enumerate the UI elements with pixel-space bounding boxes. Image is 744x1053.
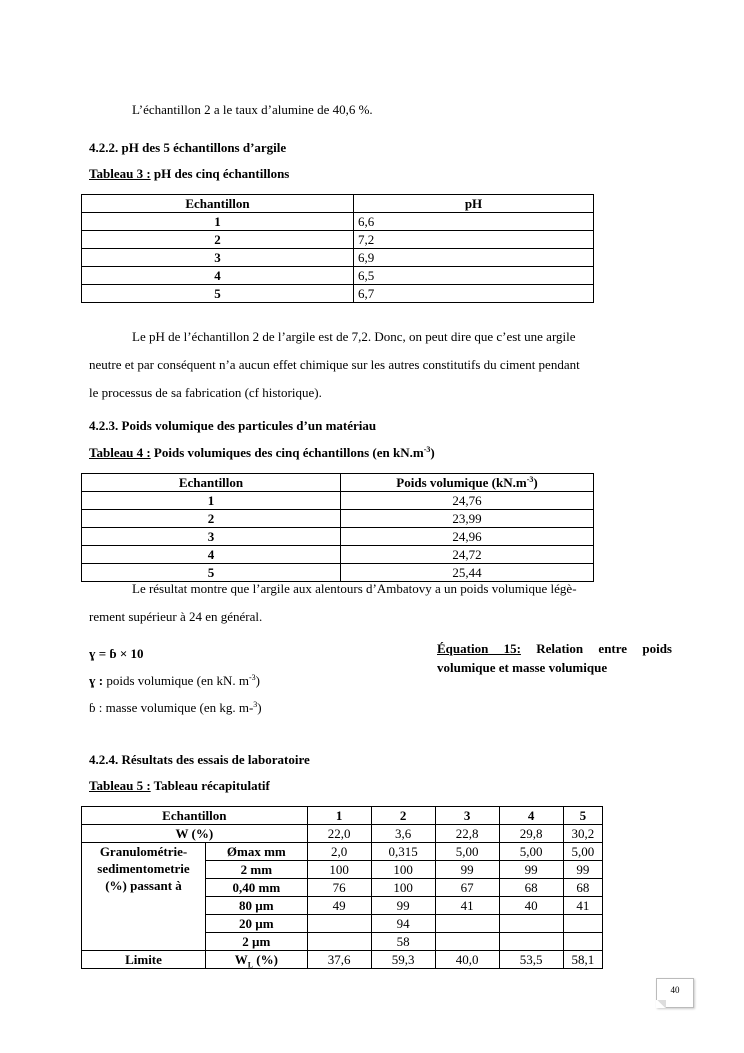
col-header: 2 [371, 807, 435, 825]
col-header: 4 [499, 807, 563, 825]
table-cell: 37,6 [307, 951, 371, 969]
row-label: Limite [82, 951, 206, 969]
table-row [82, 492, 594, 510]
col-header-end: ) [533, 475, 538, 490]
table-row [82, 213, 594, 231]
table-header-row [82, 807, 603, 825]
table-cell: 99 [563, 861, 602, 879]
table-cell: 94 [371, 915, 435, 933]
row-label: W (%) [82, 825, 308, 843]
col-header-exp: -3 [526, 475, 534, 484]
intro-sentence: L’échantillon 2 a le taux d’alumine de 40,6 %. [132, 102, 373, 117]
cell-sample: 3 [82, 249, 354, 267]
cell-sample: 2 [82, 510, 341, 528]
table-cell: 67 [435, 879, 499, 897]
table-row [82, 951, 603, 969]
ph-table [81, 194, 594, 303]
table-header-row [82, 195, 594, 213]
table-cell: 100 [307, 861, 371, 879]
table-cell: 49 [307, 897, 371, 915]
table-cell: 2,0 [307, 843, 371, 861]
table-cell: 41 [563, 897, 602, 915]
table3-caption [89, 166, 289, 182]
equation-caption-text: Relation entre poids volumique et masse volumique [437, 641, 672, 675]
definition-end: ) [257, 700, 262, 715]
table-cell [563, 933, 602, 951]
definition-rho [89, 700, 262, 716]
table-row [82, 231, 594, 249]
table-cell: 30,2 [563, 825, 602, 843]
definition-symbol: ɣ : [89, 673, 104, 688]
table-row [82, 528, 594, 546]
col-header-text: Poids volumique (kN.m [396, 475, 527, 490]
table-cell: 0,315 [371, 843, 435, 861]
table-cell: 41 [435, 897, 499, 915]
table-cell: 99 [435, 861, 499, 879]
cell-ph: 7,2 [354, 231, 594, 249]
equation-caption [437, 639, 672, 677]
row-label [206, 951, 308, 969]
definition-text: : masse volumique (en kg. m- [95, 700, 254, 715]
equation: ɣ = ɓ × 10 [89, 646, 144, 661]
table-cell: 5,00 [563, 843, 602, 861]
definition-text: poids volumique (en kN. m [103, 673, 249, 688]
table-cell: 100 [371, 861, 435, 879]
cell-density: 25,44 [341, 564, 594, 582]
density-paragraph [89, 575, 669, 631]
cell-sample: 4 [82, 267, 354, 285]
table5-caption [89, 778, 270, 794]
definition-gamma [89, 673, 260, 689]
row-label-w: W [234, 952, 248, 967]
row-label: 2 µm [206, 933, 308, 951]
table-cell: 99 [499, 861, 563, 879]
table-cell: 76 [307, 879, 371, 897]
paragraph-line: Le résultat montre que l’argile aux alentours d’Ambatovy a un poids volumique légè- [132, 581, 577, 596]
cell-sample: 5 [82, 285, 354, 303]
cell-ph: 6,9 [354, 249, 594, 267]
row-label: 0,40 mm [206, 879, 308, 897]
table-cell [307, 933, 371, 951]
table4-title: Poids volumiques des cinq échantillons (en kN.m [150, 445, 424, 460]
table-row [82, 843, 603, 861]
paragraph-line: neutre et par conséquent n’a aucun effet chimique sur les autres constitutifs du ciment pendant [89, 357, 580, 372]
table-cell: 58,1 [563, 951, 602, 969]
col-header: 1 [307, 807, 371, 825]
table4-title-end: ) [430, 445, 435, 460]
table-cell: 29,8 [499, 825, 563, 843]
cell-density: 24,76 [341, 492, 594, 510]
cell-density: 24,96 [341, 528, 594, 546]
cell-ph: 6,7 [354, 285, 594, 303]
table-cell [563, 915, 602, 933]
table-row [82, 249, 594, 267]
cell-sample: 2 [82, 231, 354, 249]
col-header: 3 [435, 807, 499, 825]
granulometry-label: Granulométrie-sedimentometrie (%) passant à [82, 843, 206, 951]
table-cell: 22,0 [307, 825, 371, 843]
definition-exp: -3 [248, 673, 256, 682]
table5-title: Tableau récapitulatif [150, 778, 270, 793]
table-cell: 22,8 [435, 825, 499, 843]
table4-caption [89, 445, 435, 461]
cell-density: 24,72 [341, 546, 594, 564]
table-cell: 5,00 [435, 843, 499, 861]
table5-label: Tableau 5 : [89, 778, 151, 793]
row-label: 80 µm [206, 897, 308, 915]
table-cell: 100 [371, 879, 435, 897]
table-cell: 68 [563, 879, 602, 897]
table-cell: 59,3 [371, 951, 435, 969]
table-row [82, 546, 594, 564]
cell-sample: 3 [82, 528, 341, 546]
table-cell [435, 915, 499, 933]
cell-sample: 4 [82, 546, 341, 564]
table-row [82, 285, 594, 303]
cell-density: 23,99 [341, 510, 594, 528]
equation-label: Équation 15: [437, 641, 521, 656]
cell-sample: 1 [82, 213, 354, 231]
ph-paragraph [89, 323, 669, 407]
definition-symbol: ɓ [89, 700, 96, 715]
table-cell: 53,5 [499, 951, 563, 969]
row-label: 20 µm [206, 915, 308, 933]
row-label: Ømax mm [206, 843, 308, 861]
cell-ph: 6,5 [354, 267, 594, 285]
table3-title: pH des cinq échantillons [150, 166, 290, 181]
density-table [81, 473, 594, 582]
table-header-row [82, 474, 594, 492]
paragraph-line: rement supérieur à 24 en général. [89, 609, 263, 624]
table-cell: 3,6 [371, 825, 435, 843]
table-cell [499, 933, 563, 951]
table-cell: 40,0 [435, 951, 499, 969]
col-header: Echantillon [82, 474, 341, 492]
cell-sample: 1 [82, 492, 341, 510]
table-cell [435, 933, 499, 951]
lab-heading: 4.2.4. Résultats des essais de laboratoire [89, 752, 310, 767]
paragraph-line: le processus de sa fabrication (cf historique). [89, 385, 322, 400]
col-header [341, 474, 594, 492]
table4-title-exp: -3 [423, 445, 431, 454]
table-cell: 68 [499, 879, 563, 897]
row-label-unit: (%) [253, 952, 278, 967]
table-cell: 58 [371, 933, 435, 951]
table4-label: Tableau 4 : [89, 445, 151, 460]
definition-end: ) [255, 673, 260, 688]
col-header: pH [354, 195, 594, 213]
table-cell [499, 915, 563, 933]
density-heading: 4.2.3. Poids volumique des particules d’un matériau [89, 418, 377, 433]
table-cell: 5,00 [499, 843, 563, 861]
summary-table [81, 806, 603, 969]
row-label-sub: L [247, 960, 254, 970]
table-row [82, 825, 603, 843]
table3-label: Tableau 3 : [89, 166, 151, 181]
cell-ph: 6,6 [354, 213, 594, 231]
table-cell: 99 [371, 897, 435, 915]
cell-sample: 5 [82, 564, 341, 582]
paragraph-line: Le pH de l’échantillon 2 de l’argile est de 7,2. Donc, on peut dire que c’est une argile [132, 329, 576, 344]
definition-exp: 3 [253, 700, 258, 709]
col-header: Echantillon [82, 807, 308, 825]
row-label: 2 mm [206, 861, 308, 879]
col-header: 5 [563, 807, 602, 825]
table-row [82, 510, 594, 528]
col-header: Echantillon [82, 195, 354, 213]
table-cell: 40 [499, 897, 563, 915]
table-row [82, 267, 594, 285]
table-cell [307, 915, 371, 933]
ph-heading: 4.2.2. pH des 5 échantillons d’argile [89, 140, 287, 155]
page-number: 40 [656, 978, 694, 1008]
